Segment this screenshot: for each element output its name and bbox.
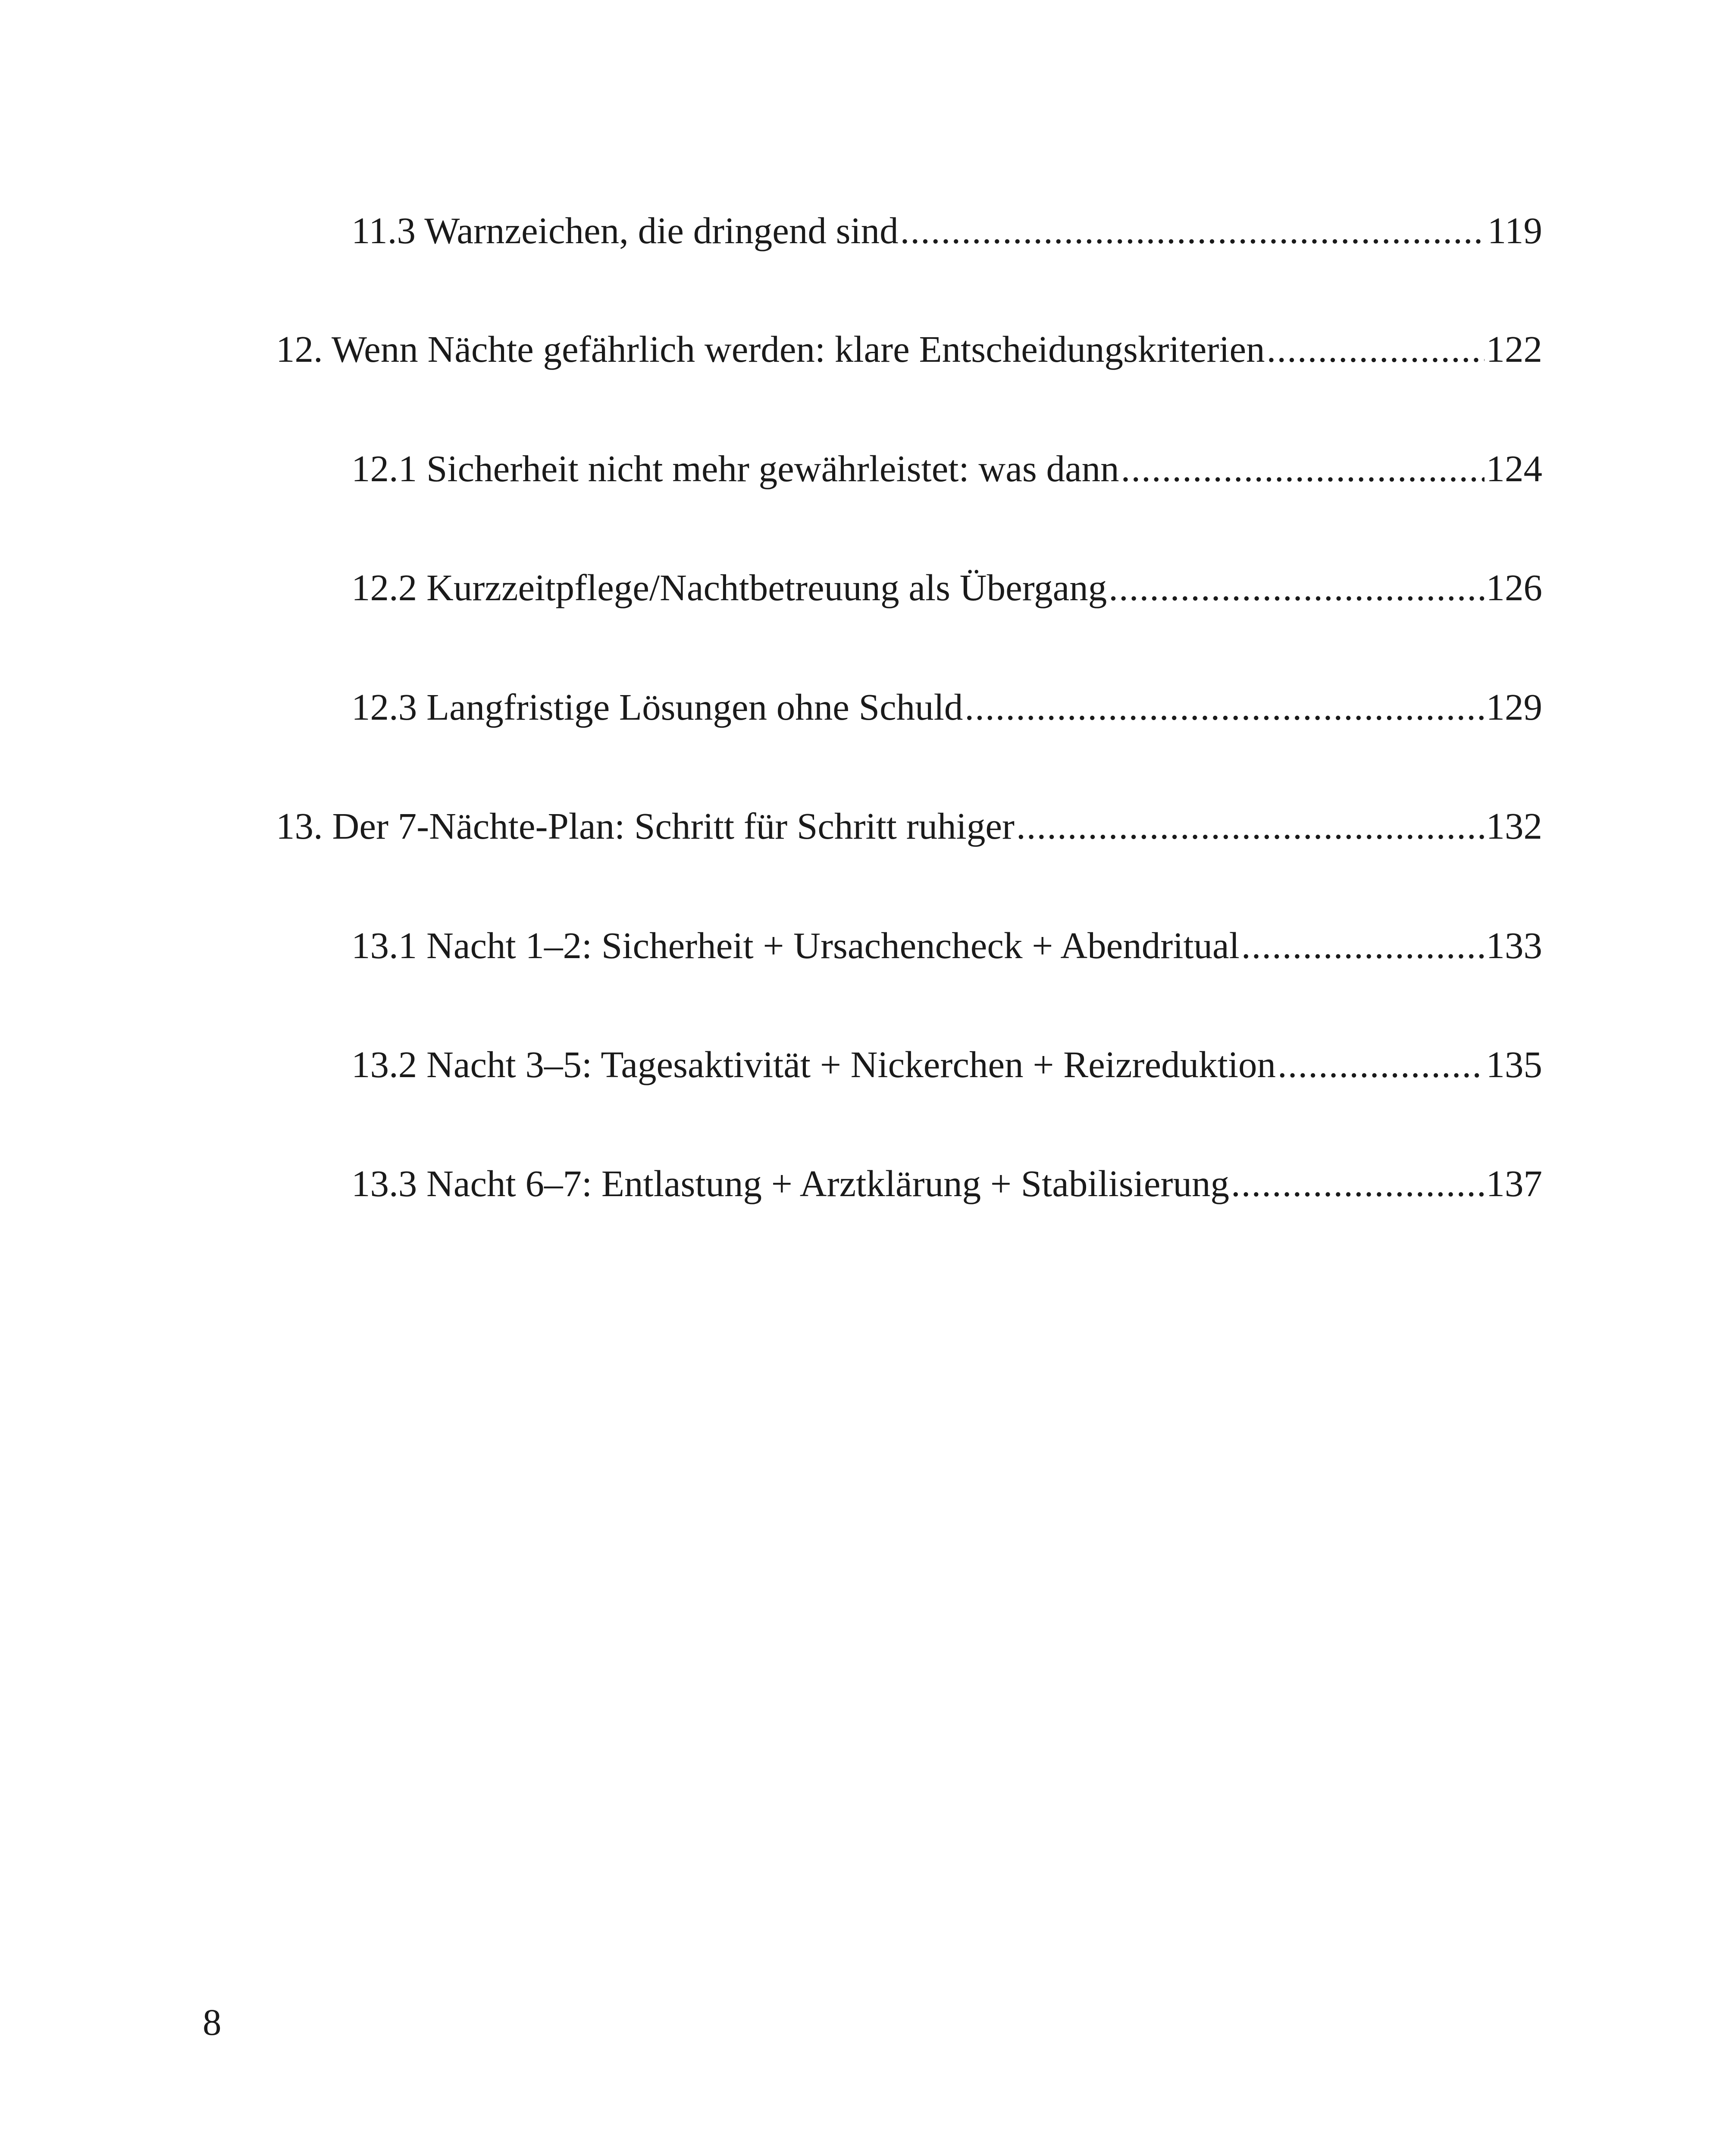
toc-entry-page: 135 [1486,1044,1542,1085]
toc-entry-page: 119 [1487,210,1542,251]
toc-entry [351,1037,1542,1093]
toc-entry-page: 129 [1486,686,1542,728]
toc-entry [351,560,1542,616]
toc-dot-leader [1016,798,1485,854]
toc-entry-page: 124 [1486,448,1542,489]
toc-entry-title: 13.3 Nacht 6–7: Entlastung + Arztklärung + Stabilisierung [351,1163,1230,1204]
toc-entry-title: 12. Wenn Nächte gefährlich werden: klare Entscheidungskriterien [276,328,1265,370]
toc-dot-leader [1267,321,1485,377]
toc-entry [351,679,1542,735]
toc-entry-page: 122 [1486,328,1542,370]
toc-dot-leader [1109,560,1484,616]
toc-entry-page: 133 [1486,924,1542,966]
toc-entry [351,441,1542,497]
toc-entry [351,203,1542,259]
toc-dot-leader [965,679,1484,735]
toc-dot-leader [1241,918,1485,974]
page-number: 8 [203,2001,222,2043]
toc-entry [351,918,1542,974]
toc-entry-page: 137 [1486,1163,1542,1204]
toc-entry [276,798,1542,854]
toc-entry-title: 12.1 Sicherheit nicht mehr gewährleistet: was dann [351,448,1119,489]
toc-entry-title: 11.3 Warnzeichen, die dringend sind [351,210,899,251]
toc-entry-title: 12.3 Langfristige Lösungen ohne Schuld [351,686,963,728]
toc-entry-page: 132 [1486,805,1542,847]
toc-entry-title: 13. Der 7-Nächte-Plan: Schritt für Schritt ruhiger [276,805,1015,847]
toc-dot-leader [1278,1037,1485,1093]
toc-dot-leader [900,203,1486,259]
toc-entry [351,1156,1542,1212]
toc-entry-page: 126 [1486,567,1542,608]
toc-entry [276,321,1542,377]
toc-entry-title: 13.2 Nacht 3–5: Tagesaktivität + Nickerchen + Reizreduktion [351,1044,1276,1085]
toc-entry-title: 13.1 Nacht 1–2: Sicherheit + Ursachencheck + Abendritual [351,924,1240,966]
toc-entry-title: 12.2 Kurzzeitpflege/Nachtbetreuung als Übergang [351,567,1107,608]
toc-dot-leader [1231,1156,1484,1212]
toc-dot-leader [1121,441,1485,497]
